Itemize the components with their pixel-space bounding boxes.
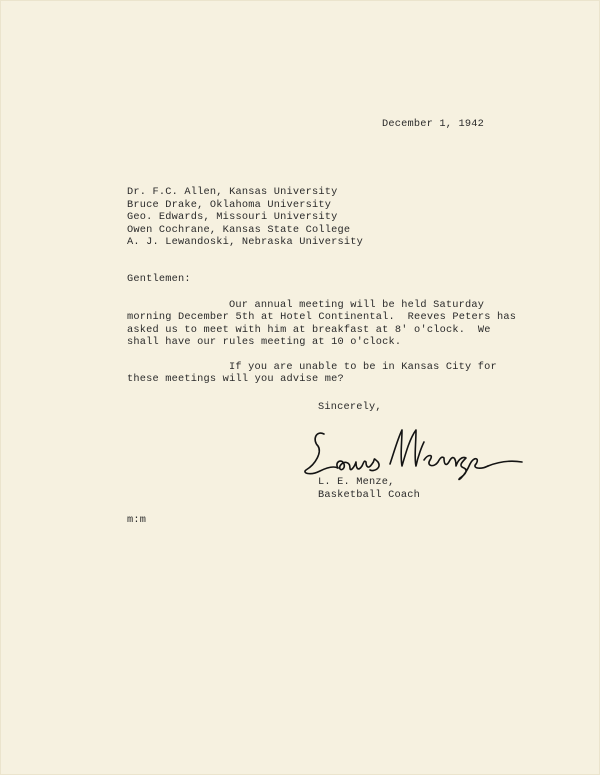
signer-name: L. E. Menze,	[318, 476, 395, 488]
paragraph-line: Our annual meeting will be held Saturday	[229, 299, 485, 311]
closing: Sincerely,	[318, 401, 382, 413]
recipient-line: Dr. F.C. Allen, Kansas University	[127, 186, 338, 198]
recipient-line: Owen Cochrane, Kansas State College	[127, 224, 351, 236]
recipient-line: Bruce Drake, Oklahoma University	[127, 199, 332, 211]
recipient-line: Geo. Edwards, Missouri University	[127, 211, 338, 223]
recipient-line: A. J. Lewandoski, Nebraska University	[127, 236, 364, 248]
paragraph-line: morning December 5th at Hotel Continental. Reeves Peters has	[127, 311, 517, 323]
paragraph-line: shall have our rules meeting at 10 o'clock.	[127, 336, 402, 348]
signer-title: Basketball Coach	[318, 489, 421, 501]
paragraph-line: If you are unable to be in Kansas City for	[229, 361, 497, 373]
typist-initials: m:m	[127, 514, 147, 526]
salutation: Gentlemen:	[127, 273, 191, 285]
letter-date: December 1, 1942	[382, 118, 485, 130]
paragraph-line: asked us to meet with him at breakfast at 8' o'clock. We	[127, 324, 491, 336]
paragraph-line: these meetings will you advise me?	[127, 373, 344, 385]
